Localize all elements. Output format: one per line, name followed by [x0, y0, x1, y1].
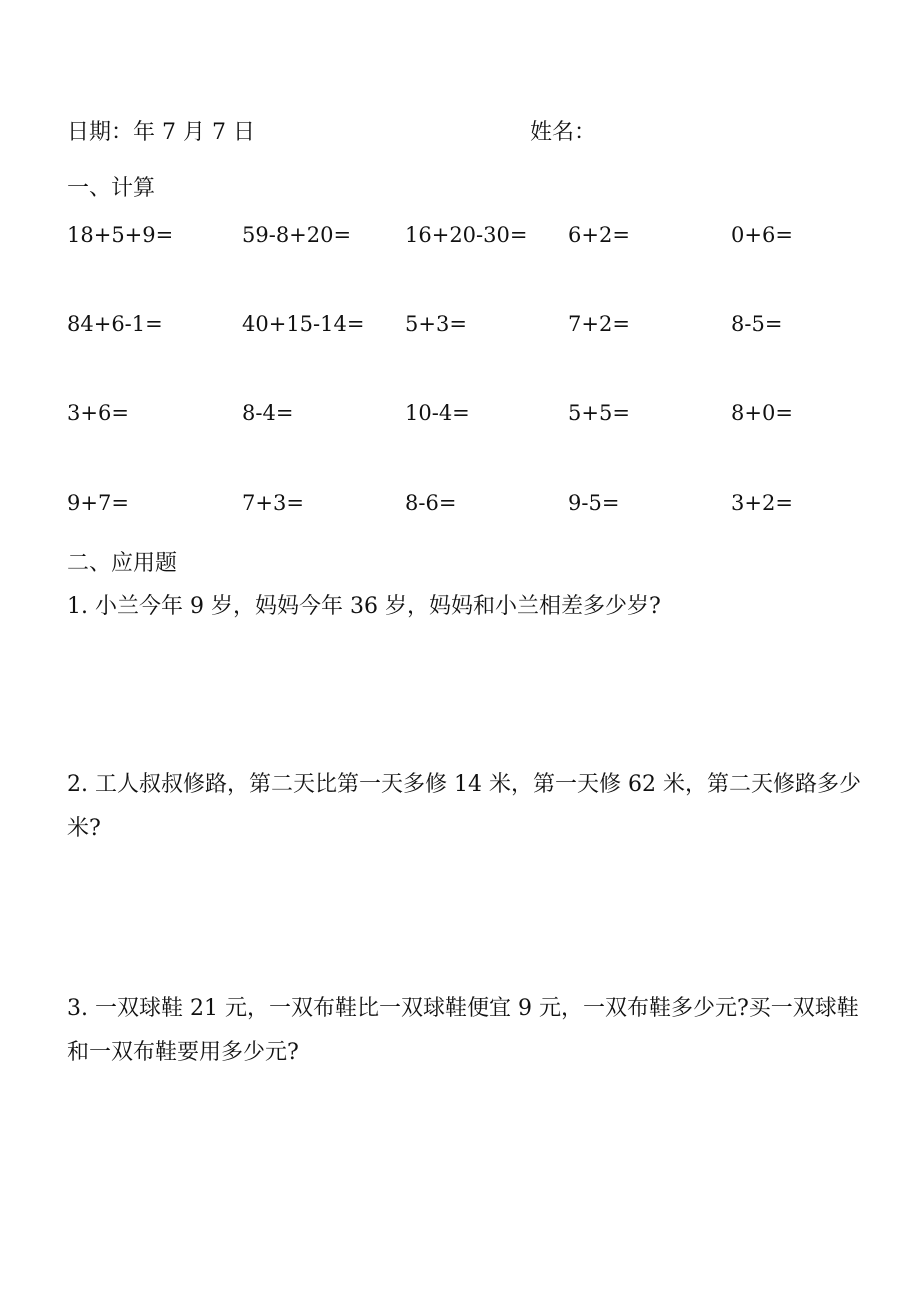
section-calc-title: 一、计算	[67, 176, 156, 201]
calc-item: 7+3=	[242, 491, 304, 515]
calc-item: 84+6-1=	[67, 312, 163, 336]
section-word-problems-title: 二、应用题	[67, 551, 178, 576]
calc-item: 8-5=	[731, 312, 783, 336]
calc-item: 18+5+9=	[67, 223, 174, 247]
calc-item: 6+2=	[568, 223, 630, 247]
calc-item: 8-4=	[242, 401, 294, 425]
calc-item: 8+0=	[731, 401, 793, 425]
calc-item: 5+3=	[405, 312, 467, 336]
calc-item: 5+5=	[568, 401, 630, 425]
calc-item: 3+2=	[731, 491, 793, 515]
calc-item: 40+15-14=	[242, 312, 365, 336]
calc-item: 7+2=	[568, 312, 630, 336]
word-problem-1: 1. 小兰今年 9 岁，妈妈今年 36 岁，妈妈和小兰相差多少岁?	[67, 594, 661, 619]
calc-item: 59-8+20=	[242, 223, 352, 247]
calc-item: 16+20-30=	[405, 223, 528, 247]
date-line: 日期：年 7 月 7 日	[67, 120, 255, 145]
calc-item: 10-4=	[405, 401, 470, 425]
calc-item: 3+6=	[67, 401, 129, 425]
calc-item: 8-6=	[405, 491, 457, 515]
word-problem-2: 2. 工人叔叔修路，第二天比第一天多修 14 米，第一天修 62 米，第二天修路多少米?	[67, 772, 861, 841]
name-label: 姓名：	[530, 120, 597, 145]
word-problem-3: 3. 一双球鞋 21 元，一双布鞋比一双球鞋便宜 9 元，一双布鞋多少元?买一双球鞋和一双布鞋要用多少元?	[67, 996, 859, 1065]
calc-item: 9+7=	[67, 491, 129, 515]
calc-item: 9-5=	[568, 491, 620, 515]
calc-item: 0+6=	[731, 223, 793, 247]
